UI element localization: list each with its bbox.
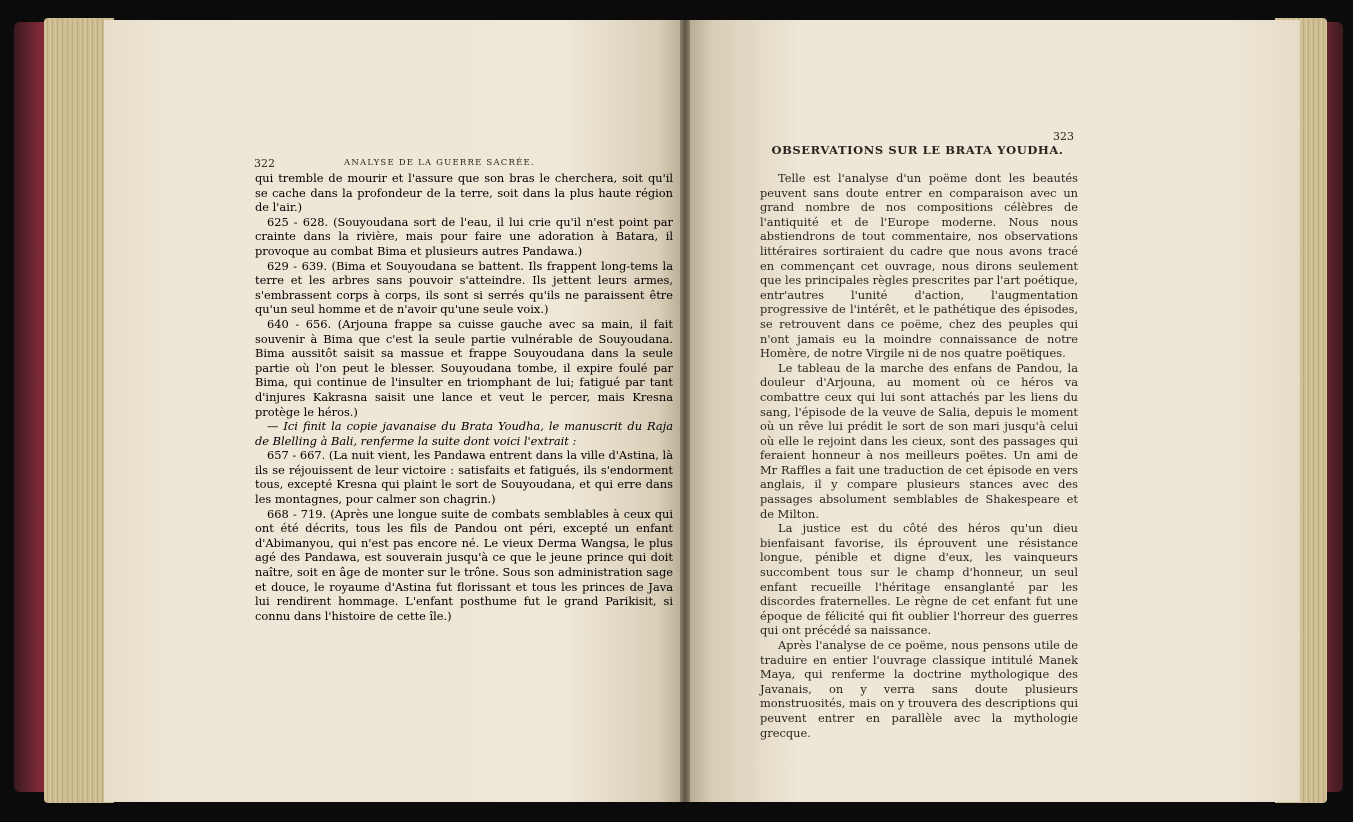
book-gutter — [680, 20, 690, 802]
right-page-number: 323 — [1053, 130, 1074, 143]
right-paragraph: La justice est du côté des héros qu'un dieu bienfaisant favorise, ils éprouvent une résistance longue, pénible et digne d'eux, les vainqueurs succombent tous sur le champ d'honneur, un seul enfant recueille l'héritage ensanglanté par les discordes fraternelles. Le règne de cet enfant fut une époque de félicité qui fit oublier l'horreur des guerres qui ont précédé sa naissance. — [760, 521, 1078, 638]
right-paragraph: Telle est l'analyse d'un poëme dont les beautés peuvent sans doute entrer en comparaison avec un grand nombre de nos compositions célèbres de l'antiquité et de l'Europe moderne. Nous nous abstiendrons de tout commentaire, nos observations littéraires sortiraient du cadre que nous avons tracé en commençant cet ouvrage, nous dirons seulement que les principales règles prescrites par l'art poétique, entr'autres l'unité d'action, l'augmentation progressive de l'intérêt, et le pathétique des épisodes, se retrouvent dans ce poëme, chez des peuples qui n'ont jamais eu la moindre connaissance de notre Homère, de notre Virgile ni de nos quatre poëtiques. — [760, 171, 1078, 361]
left-paragraph: qui tremble de mourir et l'assure que son bras le cherchera, soit qu'il se cache dans la profondeur de la terre, soit dans la plus haute région de l'air.) — [255, 171, 673, 215]
right-page-body — [760, 171, 1078, 740]
left-running-head: ANALYSE DE LA GUERRE SACRÉE. — [344, 158, 535, 168]
left-paragraph: 657 - 667. (La nuit vient, les Pandawa entrent dans la ville d'Astina, là ils se réjouissent de leur victoire : satisfaits et fatigués, ils s'endorment tous, excepté Kresna qui plaint le sort de Souyoudana, et qui erre dans les montagnes, pour calmer son chagrin.) — [255, 448, 673, 507]
left-page-header — [254, 157, 674, 171]
left-page-body — [255, 171, 673, 623]
left-paragraph: 668 - 719. (Après une longue suite de combats semblables à ceux qui ont été décrits, tous les fils de Pandou ont péri, excepté un enfant d'Abimanyou, qui n'est pas encore né. Le vieux Derma Wangsa, le plus agé des Pandawa, est souverain jusqu'à ce que le jeune prince qui doit naître, soit en âge de monter sur le trône. Sous son administration sage et douce, le royaume d'Astina fut florissant et tous les princes de Java lui rendirent hommage. L'enfant posthume fut le grand Parikisit, si connu dans l'histoire de cette île.) — [255, 506, 673, 623]
right-paragraph: Après l'analyse de ce poëme, nous pensons utile de traduire en entier l'ouvrage classique intitulé Manek Maya, qui renferme la doctrine mythologique des Javanais, on y verra sans doute plusieurs monstruosités, mais on y trouvera des descriptions qui peuvent entrer en parallèle avec la mythologie grecque. — [760, 638, 1078, 740]
left-page-number: 322 — [254, 157, 275, 170]
left-paragraph: 625 - 628. (Souyoudana sort de l'eau, il lui crie qu'il n'est point par crainte dans la rivière, mais pour faire une adoration à Batara, il provoque au combat Bima et plusieurs autres Pandawa.) — [255, 214, 673, 258]
left-paragraph: 629 - 639. (Bima et Souyoudana se battent. Ils frappent long-tems la terre et les arbres sans pouvoir s'atteindre. Ils jettent leurs armes, s'embrassent corps à corps, ils sont si serrés qu'ils ne paraissent être qu'un seul homme et de n'avoir qu'une seule voix.) — [255, 258, 673, 317]
left-paragraph: 640 - 656. (Arjouna frappe sa cuisse gauche avec sa main, il fait souvenir à Bima que c'est la seule partie vulnérable de Souyoudana. Bima aussitôt saisit sa massue et frappe Souyoudana dans la seule partie où l'on peut le blesser. Souyoudana tombe, il expire foulé par Bima, qui continue de l'insulter en triomphant de lui; fatigué par tant d'injures Kakrasna saisit une lance et veut le percer, mais Kresna protège le héros.) — [255, 316, 673, 419]
right-paragraph: Le tableau de la marche des enfans de Pandou, la douleur d'Arjouna, au moment où ce héros va combattre ceux qui lui sont attachés par les liens du sang, l'épisode de la veuve de Salia, depuis le moment où un rêve lui prédit le sort de son mari jusqu'à celui où elle le rejoint dans les cieux, sont des passages qui feraient honneur à nos meilleurs poëtes. Un ami de Mr Raffles a fait une traduction de cet épisode en vers anglais, il y compare plusieurs stances avec des passages absolument semblables de Shakespeare et de Milton. — [760, 360, 1078, 521]
right-page-title: OBSERVATIONS SUR LE BRATA YOUDHA. — [771, 143, 1064, 157]
left-paragraph-italic-note: — Ici finit la copie javanaise du Brata Youdha, le manuscrit du Raja de Blelling à Bali, renferme la suite dont voici l'extrait : — [255, 419, 673, 448]
